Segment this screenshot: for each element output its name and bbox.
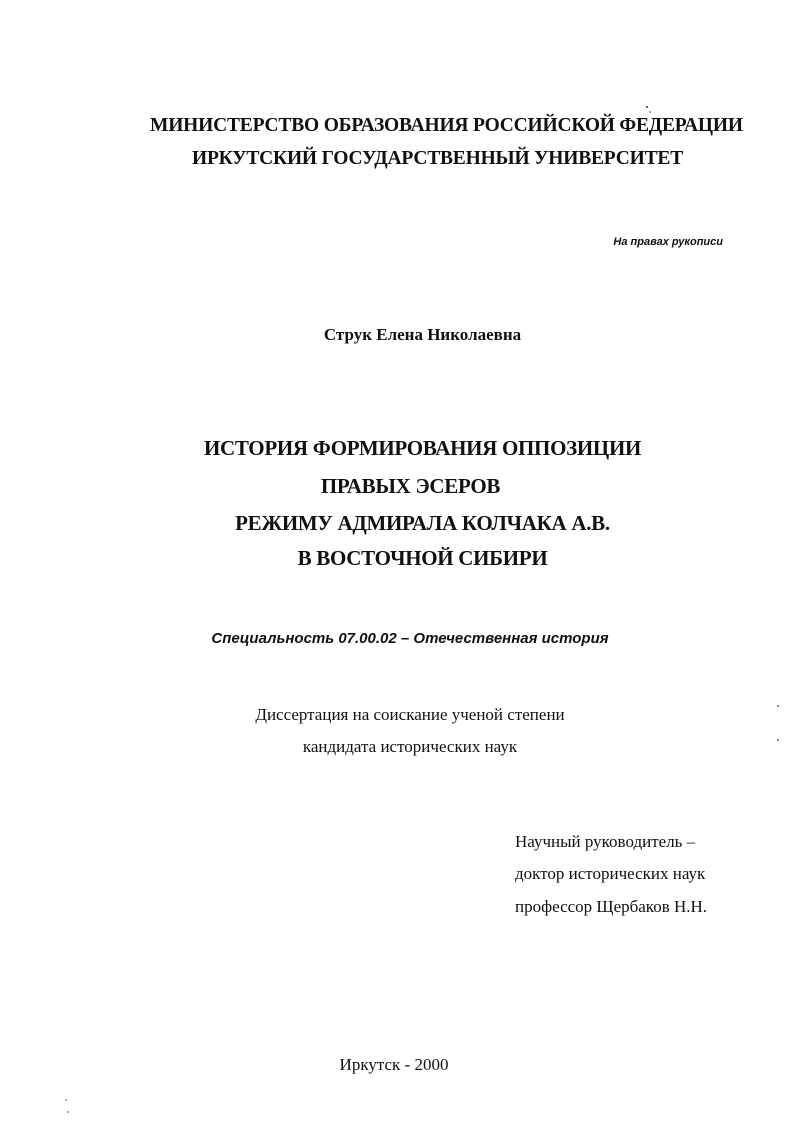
thesis-title-line-4: В ВОСТОЧНОЙ СИБИРИ: [297, 546, 548, 570]
supervisor-line-1: Научный руководитель –: [515, 832, 696, 851]
university-heading: ИРКУТСКИЙ ГОСУДАРСТВЕННЫЙ УНИВЕРСИТЕТ: [192, 148, 684, 169]
thesis-title-line-3: РЕЖИМУ АДМИРАЛА КОЛЧАКА А.В.: [235, 511, 610, 535]
author-name: Струк Елена Николаевна: [323, 325, 522, 344]
ministry-heading: МИНИСТЕРСТВО ОБРАЗОВАНИЯ РОССИЙСКОЙ ФЕДЕРАЦИИ: [150, 115, 743, 136]
specialty-line: Специальность 07.00.02 – Отечественная история: [211, 630, 609, 647]
city-year: Иркутск - 2000: [339, 1055, 449, 1074]
rights-note: На правах рукописи: [613, 236, 723, 248]
dissertation-line-2: кандидата исторических наук: [302, 737, 518, 756]
dissertation-line-1: Диссертация на соискание ученой степени: [255, 705, 565, 724]
thesis-title-line-2: ПРАВЫХ ЭСЕРОВ: [320, 474, 501, 498]
supervisor-line-3: профессор Щербаков Н.Н.: [515, 897, 708, 916]
thesis-title-line-1: ИСТОРИЯ ФОРМИРОВАНИЯ ОППОЗИЦИИ: [203, 436, 642, 460]
supervisor-line-2: доктор исторических наук: [515, 864, 706, 883]
